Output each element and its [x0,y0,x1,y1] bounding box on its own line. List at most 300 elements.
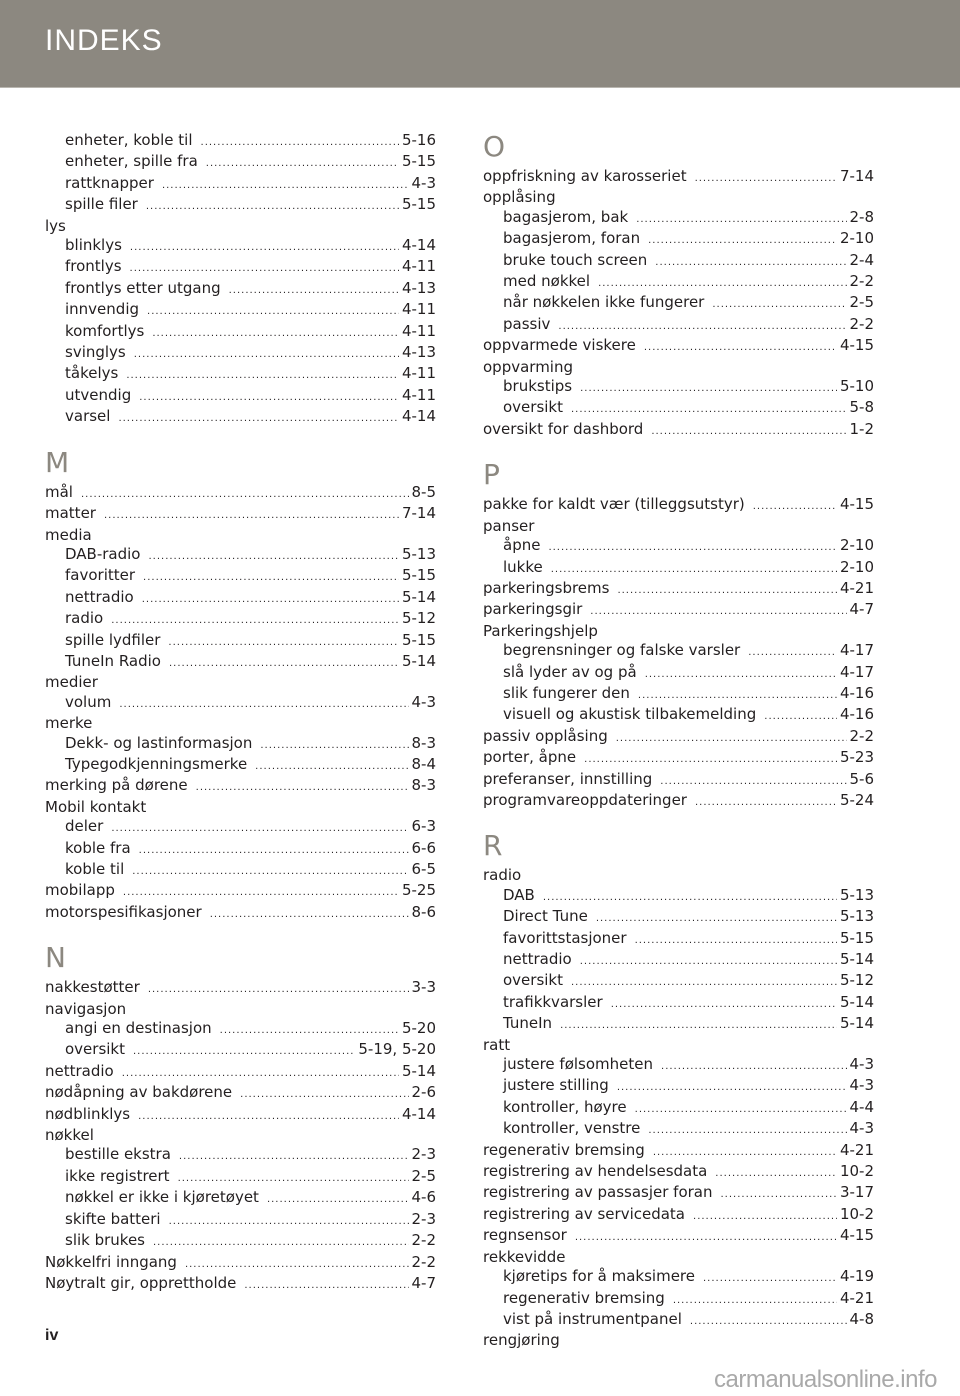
entry-label: oversikt [503,971,563,990]
index-subentry [45,407,436,428]
page-reference: 4-11 [401,364,436,383]
dot-leader [764,707,837,726]
entry-label: vist på instrumentpanel [503,1309,682,1328]
page-reference: 4-17 [839,662,874,681]
index-entry [483,1162,874,1183]
page-reference: 5-24 [839,790,874,809]
index-subentry [483,705,874,726]
page-reference: 2-3 [411,1145,436,1164]
page-reference: 4-11 [401,300,436,319]
page-reference: 2-3 [411,1209,436,1228]
entry-label: brukstips [503,377,573,396]
entry-label: bestille ekstra [65,1145,171,1164]
index-subentry [483,272,874,293]
page-reference: 5-14 [401,1061,436,1080]
index-subentry [483,971,874,992]
dot-leader [162,176,409,195]
entry-label: opplåsing [483,188,556,207]
page-reference: 5-15 [401,152,436,171]
dot-leader [153,1233,409,1252]
page-reference: 4-17 [839,641,874,660]
page-reference: 5-14 [839,1014,874,1033]
index-entry [483,517,874,536]
index-entry [45,1274,436,1295]
index-subentry [483,907,874,928]
index-entry [45,504,436,525]
page-reference: 4-6 [411,1188,436,1207]
page-reference: 4-7 [411,1273,436,1292]
dot-leader [617,1078,847,1097]
page-reference: 6-3 [411,817,436,836]
index-subentry [45,1188,436,1209]
index-entry [483,1036,874,1055]
index-subentry [483,251,874,272]
dot-leader [134,345,399,364]
dot-leader [220,1021,399,1040]
index-subentry [483,641,874,662]
entry-label: regenerativ bremsing [483,1140,645,1159]
dot-leader [148,547,398,566]
section-letter: O [483,130,506,163]
dot-leader [147,302,399,321]
entry-label: Nøytralt gir, opprettholde [45,1273,237,1292]
dot-leader [596,909,837,928]
entry-label: Typegodkjenningsmerke [65,754,248,773]
section-letter: P [483,458,500,492]
entry-label: oversikt [65,1040,125,1059]
entry-label: volum [65,692,112,711]
page-reference: 2-6 [411,1083,436,1102]
page-reference: 5-12 [839,971,874,990]
index-subentry [483,398,874,419]
page-reference: 2-10 [839,229,874,248]
page-reference: 5-12 [401,609,436,628]
page-reference: 4-8 [849,1309,874,1328]
page-reference: 4-21 [839,578,874,597]
entry-label: koble fra [65,838,131,857]
dot-leader [598,274,846,293]
entry-label: kjøretips for å maksimere [503,1267,695,1286]
index-entry [483,579,874,600]
entry-label: kontroller, venstre [503,1119,641,1138]
dot-leader [201,133,399,152]
entry-label: åpne [503,536,541,555]
page-reference: 7-14 [839,167,874,185]
dot-leader [673,1291,837,1310]
entry-label: ratt [483,1035,511,1054]
dot-leader [244,1276,408,1295]
index-entry [45,1253,436,1274]
index-subentry [45,545,436,566]
page-reference: 5-13 [839,907,874,926]
page-reference: 4-11 [401,321,436,340]
dot-leader [651,422,846,441]
entry-label: merking på dørene [45,776,188,795]
entry-label: innvendig [65,300,140,319]
index-entry [45,978,436,999]
index-entry [45,217,436,236]
page-reference: 4-14 [401,1104,436,1123]
index-entry [45,798,436,817]
index-entry [45,881,436,902]
entry-label: nødåpning av bakdørene [45,1083,233,1102]
dot-leader [575,1228,837,1247]
page-reference: 2-10 [839,536,874,555]
index-subentry [45,631,436,652]
index-entry [45,1126,436,1145]
index-subentry [483,663,874,684]
dot-leader [661,1057,846,1076]
page-reference: 2-10 [839,557,874,576]
entry-label: registrering av hendelsesdata [483,1162,708,1181]
dot-leader [616,729,847,748]
index-entry [483,600,874,621]
index-entry [483,188,874,207]
page-reference: 4-21 [839,1140,874,1159]
page-reference: 2-2 [849,726,874,745]
page-reference: 4-4 [849,1097,874,1116]
entry-label: nødblinklys [45,1104,131,1123]
entry-label: radio [65,609,104,628]
watermark: carmanualsonline.info [714,1366,937,1393]
dot-leader [580,952,837,971]
entry-label: bagasjerom, bak [503,207,629,226]
dot-leader [635,931,837,950]
index-subentry [45,860,436,881]
dot-leader [104,506,399,525]
page-reference: 5-13 [401,544,436,563]
entry-label: panser [483,516,535,535]
section-letter: N [45,941,66,975]
entry-label: bagasjerom, foran [503,229,641,248]
index-subentry [45,693,436,714]
dot-leader [260,736,408,755]
section-letter: R [483,829,503,863]
index-entry [45,1083,436,1104]
dot-leader [152,324,399,343]
index-column-left [45,131,436,1312]
entry-label: oversikt [503,398,563,417]
dot-leader [169,654,399,673]
index-entry [483,1331,874,1350]
entry-label: radio [483,866,522,885]
index-subentry [483,1289,874,1310]
page-reference: 4-3 [411,692,436,711]
index-entry [45,483,436,504]
entry-label: komfortlys [65,321,145,340]
dot-leader [571,400,847,419]
page-header [0,0,960,88]
entry-label: lys [45,216,66,235]
entry-label: slik brukes [65,1231,145,1250]
dot-leader [690,1312,847,1331]
entry-label: DAB [503,885,535,904]
entry-label: regenerativ bremsing [503,1288,665,1307]
dot-leader [132,862,408,881]
dot-leader [139,388,399,407]
dot-leader [611,995,837,1014]
index-subentry [483,993,874,1014]
index-subentry [45,566,436,587]
dot-leader [240,1085,408,1104]
dot-leader [617,581,837,600]
index-entry [483,866,874,885]
dot-leader [138,1107,399,1126]
dot-leader [142,590,399,609]
entry-label: TuneIn [503,1014,553,1033]
entry-label: nettradio [45,1061,114,1080]
dot-leader [635,1100,847,1119]
page-reference: 4-15 [839,336,874,355]
dot-leader [206,154,399,173]
index-subentry [483,1055,874,1076]
dot-leader [636,210,846,229]
entry-label: enheter, koble til [65,131,193,149]
page-reference: 2-5 [411,1166,436,1185]
page-reference: 5-14 [401,651,436,670]
index-subentry [45,1145,436,1166]
entry-label: pakke for kaldt vær (tilleggsutstyr) [483,495,745,514]
page-reference: 4-15 [839,1226,874,1245]
page-reference: 8-4 [411,754,436,773]
dot-leader [543,888,837,907]
index-subentry [45,131,436,152]
entry-label: registrering av passasjer foran [483,1183,713,1202]
index-section-r [483,829,874,1350]
dot-leader [185,1255,409,1274]
index-entry [45,1105,436,1126]
page-reference: 2-2 [849,272,874,291]
entry-label: bruke touch screen [503,250,648,269]
entry-label: spille lydfiler [65,630,161,649]
dot-leader [81,485,409,504]
page-reference: 5-15 [839,928,874,947]
index-entry [483,495,874,516]
dot-leader [130,238,399,257]
page-reference: 4-11 [401,257,436,276]
page-reference: 1-2 [849,419,874,438]
dot-leader [118,409,399,428]
dot-leader [584,750,837,769]
entry-label: preferanser, innstilling [483,769,653,788]
entry-label: nettradio [65,587,134,606]
page-reference: 3-17 [839,1183,874,1202]
index-subentry [45,1231,436,1252]
page-reference: 6-5 [411,860,436,878]
page-reference: 5-20 [401,1019,436,1038]
index-subentry [483,377,874,398]
dot-leader [119,695,408,714]
page-reference: 5-16 [401,131,436,149]
page-reference: 4-3 [849,1076,874,1095]
index-subentry [483,208,874,229]
entry-label: favorittstasjoner [503,928,627,947]
dot-leader [560,1016,837,1035]
page-reference: 5-25 [401,881,436,900]
entry-label: angi en destinasjon [65,1019,212,1038]
index-entry [483,1248,874,1267]
entry-label: blinklys [65,236,122,255]
page-reference: 5-6 [849,769,874,788]
index-section-p [483,458,874,812]
entry-label: nøkkel er ikke i kjøretøyet [65,1188,259,1207]
page-reference: 2-4 [849,250,874,269]
dot-leader [139,841,409,860]
entry-label: parkeringsgir [483,600,583,619]
page-reference: 2-2 [411,1252,436,1271]
entry-label: nøkkel [45,1126,94,1145]
index-subentry [45,755,436,776]
entry-label: regnsensor [483,1226,567,1245]
index-entry [483,420,874,441]
index-subentry [45,279,436,300]
index-entry [45,1062,436,1083]
index-entry [45,903,436,924]
entry-label: trafikkvarsler [503,992,603,1011]
entry-label: rekkevidde [483,1247,566,1266]
dot-leader [715,1164,837,1183]
entry-label: Dekk- og lastinformasjon [65,733,253,752]
dot-leader [196,778,409,797]
index-subentry [45,1167,436,1188]
index-subentry [45,236,436,257]
index-subentry [45,152,436,173]
index-subentry [483,558,874,579]
page-reference: 4-16 [839,683,874,702]
entry-label: mål [45,482,73,501]
entry-label: matter [45,504,96,523]
dot-leader [548,538,837,557]
page-reference: 2-2 [411,1231,436,1250]
dot-leader [748,643,837,662]
dot-leader [178,1169,409,1188]
entry-label: passiv [503,314,551,333]
dot-leader [693,1207,837,1226]
index-entry [483,622,874,641]
index-subentry [483,536,874,557]
index-entry [483,1205,874,1226]
page-reference: 4-21 [839,1288,874,1307]
index-section-o [483,130,874,441]
dot-leader [179,1147,409,1166]
index-subentry [483,950,874,971]
page-number: iv [45,1327,59,1344]
entry-label: med nøkkel [503,272,591,291]
page-reference: 4-11 [401,385,436,404]
index-subentry [483,1014,874,1035]
dot-leader [229,281,399,300]
entry-label: skifte batteri [65,1209,161,1228]
entry-label: merke [45,714,93,733]
entry-label: slik fungerer den [503,683,630,702]
dot-leader [580,379,837,398]
entry-label: kontroller, høyre [503,1097,627,1116]
dot-leader [645,665,837,684]
page-reference: 2-2 [849,314,874,333]
page-reference: 4-13 [401,278,436,297]
index-subentry [45,1210,436,1231]
dot-leader [653,1143,837,1162]
index-subentry [483,315,874,336]
entry-label: svinglys [65,343,126,362]
page-reference: 5-8 [849,398,874,417]
page-reference: 4-3 [411,173,436,192]
entry-label: justere stilling [503,1076,609,1095]
index-entry [483,791,874,812]
entry-label: motorspesifikasjoner [45,902,202,921]
index-subentry [483,293,874,314]
entry-label: nakkestøtter [45,978,140,997]
entry-label: rengjøring [483,1331,560,1350]
index-entry [483,1183,874,1204]
entry-label: koble til [65,860,125,878]
index-subentry [483,929,874,950]
dot-leader [558,317,846,336]
page-reference: 5-14 [839,950,874,968]
entry-label: TuneIn Radio [65,651,161,670]
page-reference: 4-14 [401,236,436,255]
section-letter: M [45,445,70,479]
dot-leader [638,686,837,705]
entry-label: deler [65,817,104,836]
index-entry [483,336,874,357]
index-subentry [483,229,874,250]
dot-leader [255,757,408,776]
page-reference: 4-13 [401,343,436,362]
index-subentry [483,1098,874,1119]
entry-label: visuell og akustisk tilbakemelding [503,705,757,724]
page-reference: 5-19, 5-20 [358,1040,436,1059]
page-reference: 3-3 [411,978,436,997]
index-entry [45,526,436,545]
index-entry [483,167,874,188]
dot-leader [551,560,837,579]
dot-leader [111,611,399,630]
page-reference: 4-16 [839,705,874,724]
dot-leader [168,633,399,652]
entry-label: DAB-radio [65,544,141,563]
entry-label: utvendig [65,385,132,404]
index-subentry [45,588,436,609]
dot-leader [111,819,408,838]
entry-label: tåkelys [65,364,119,383]
dot-leader [712,295,846,314]
page-reference: 5-15 [401,195,436,214]
entry-label: varsel [65,407,111,426]
page-reference: 10-2 [839,1162,874,1181]
page-reference: 10-2 [839,1204,874,1223]
index-subentry [483,1267,874,1288]
dot-leader [695,793,837,812]
page-reference: 5-10 [839,377,874,396]
entry-label: Parkeringshjelp [483,621,598,640]
entry-label: frontlys [65,257,122,276]
index-entry [483,1226,874,1247]
entry-label: justere følsomheten [503,1055,654,1074]
page-reference: 4-3 [849,1055,874,1074]
entry-label: enheter, spille fra [65,152,198,171]
entry-label: parkeringsbrems [483,578,610,597]
dot-leader [126,366,399,385]
dot-leader [590,602,846,621]
dot-leader [660,772,846,791]
index-subentry [45,195,436,216]
entry-label: oppvarming [483,357,573,376]
dot-leader [123,883,399,902]
entry-label: mobilapp [45,881,115,900]
entry-label: spille filer [65,195,138,214]
dot-leader [753,497,837,516]
